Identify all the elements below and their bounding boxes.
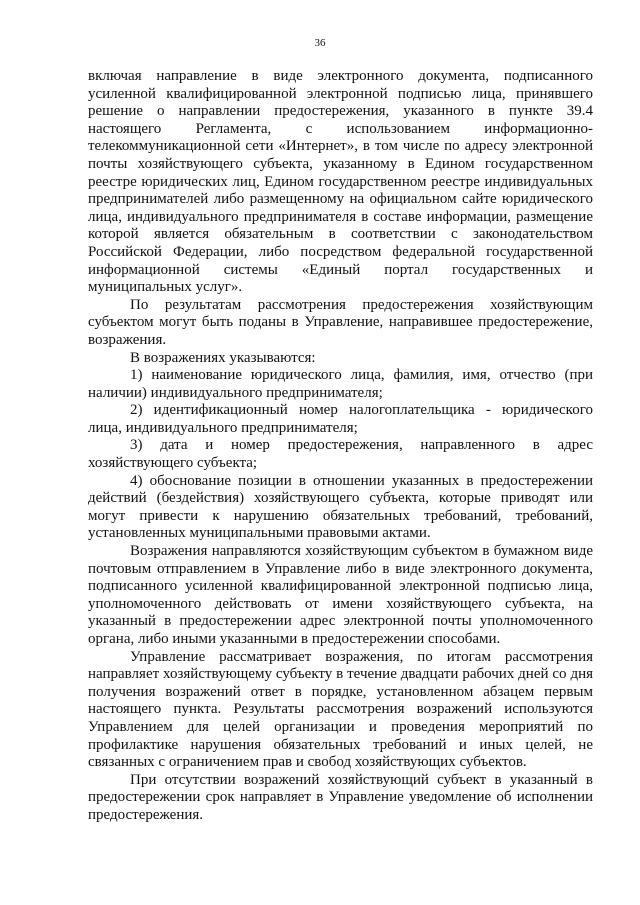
paragraph-3: В возражениях указываются:	[130, 349, 316, 366]
document-body	[88, 68, 593, 825]
list-item-3: 3) дата и номер предостережения, направленного в адрес хозяйствующего субъекта;	[88, 437, 593, 472]
paragraph-6: При отсутствии возражений хозяйствующий субъект в указанный в предостережении срок направляет в Управление уведомление об исполнении предостережения.	[88, 771, 593, 823]
paragraph-5: Управление рассматривает возражения, по итогам рассмотрения направляет хозяйствующему субъекту в течение двадцати рабочих дней со дня получения возражений ответ в порядке, установленном абзацем первым настоящего пункта. Результаты рассмотрения возражений используются Управлением для целей организации и проведения мероприятий по профилактике нарушения обязательных требований и иных целей, не связанных с ограничением прав и свобод хозяйствующих субъектов.	[88, 648, 593, 771]
paragraph-4: Возражения направляются хозяйствующим субъектом в бумажном виде почтовым отправлением в Управление либо в виде электронного документа, подписанного усиленной квалифицированной электронной подписью лица, уполномоченного действовать от имени хозяйствующего субъекта, на указанный в предостережении адрес электронной почты уполномоченного органа, либо иными указанными в предостережении способами.	[88, 543, 593, 647]
paragraph-2: По результатам рассмотрения предостережения хозяйствующим субъектом могут быть поданы в Управление, направившее предостережение, возражения.	[88, 296, 593, 348]
list-item-4: 4) обоснование позиции в отношении указанных в предостережении действий (бездействия) хозяйствующего субъекта, которые приводят или могут привести к нарушению обязательных требований, требований, установленных муниципальными правовыми актами.	[88, 472, 593, 542]
paragraph-1: включая направление в виде электронного документа, подписанного усиленной квалифицированной электронной подписью лица, принявшего решение о направлении предостережения, указанного в пункте 39.4 настоящего Регламента, с использованием информационно-телекоммуникационной сети «Интернет», в том числе по адресу электронной почты хозяйствующего субъекта, указанному в Едином государственном реестре юридических лиц, Едином государственном реестре индивидуальных предпринимателей либо размещенному на официальном сайте юридического лица, индивидуального предпринимателя в составе информации, размещение которой является обязательным в соответствии с законодательством Российской Федерации, либо посредством федеральной государственной информационной системы «Единый портал государственных и муниципальных услуг».	[88, 68, 593, 296]
page-number: 36	[314, 37, 326, 49]
list-item-1: 1) наименование юридического лица, фамилия, имя, отчество (при наличии) индивидуального предпринимателя;	[88, 367, 593, 401]
list-item-2: 2) идентификационный номер налогоплательщика - юридического лица, индивидуального предпринимателя;	[88, 402, 593, 436]
